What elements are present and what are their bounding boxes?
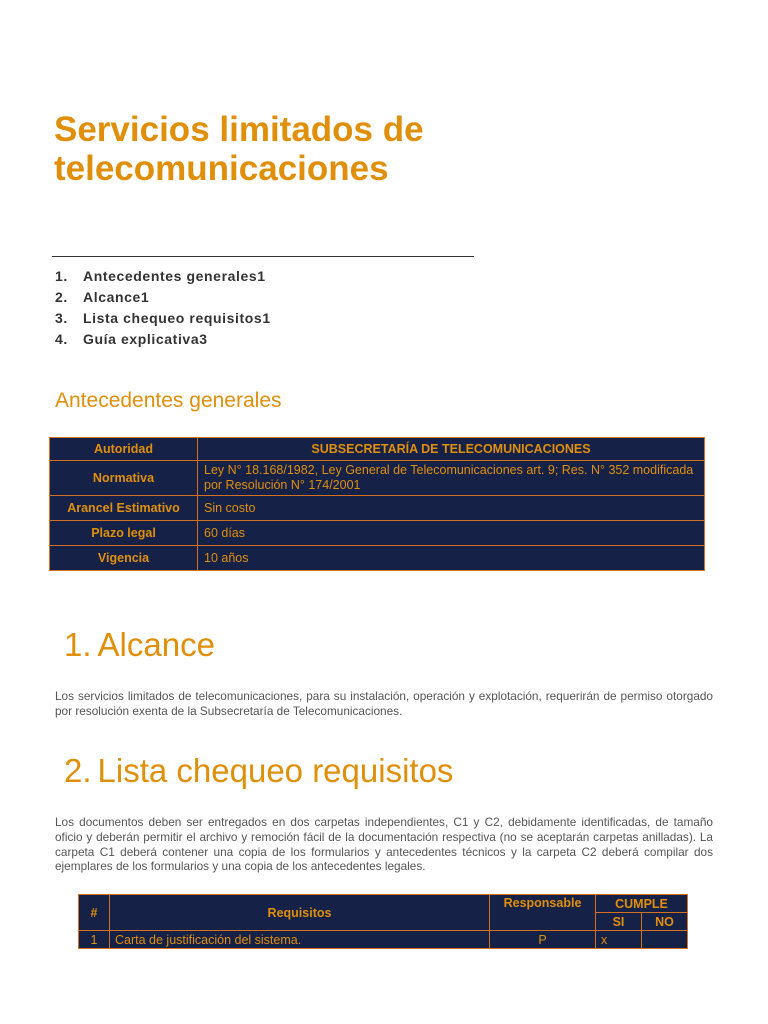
header-requisitos: Requisitos — [110, 895, 490, 931]
toc-item-label[interactable]: Guía explicativa3 — [83, 331, 208, 347]
row-value: 60 días — [198, 521, 705, 546]
table-row — [50, 546, 705, 571]
header-cumple: CUMPLE — [596, 895, 688, 913]
row-label: Vigencia — [50, 546, 198, 571]
toc-item[interactable] — [55, 329, 271, 350]
table-row — [50, 496, 705, 521]
section-heading-alcance — [64, 626, 215, 664]
alcance-paragraph: Los servicios limitados de telecomunicaciones, para su instalación, operación y explotación, requerirán de permiso otorgado por resolución exenta de la Subsecretaría de Telecomunicaciones. — [55, 689, 713, 718]
toc-item[interactable] — [55, 287, 271, 308]
section-title: Lista chequeo requisitos — [97, 752, 454, 789]
header-num: # — [79, 895, 110, 931]
cell-responsable: P — [490, 931, 596, 949]
section-number: 2. — [64, 752, 92, 789]
row-label: Arancel Estimativo — [50, 496, 198, 521]
requisitos-table — [78, 894, 688, 949]
row-label: Plazo legal — [50, 521, 198, 546]
section-heading-lista — [64, 752, 453, 790]
header-si: SI — [596, 913, 642, 931]
lista-paragraph: Los documentos deben ser entregados en dos carpetas independientes, C1 y C2, debidamente identificadas, de tamaño oficio y deberán permitir el archivo y remoción fácil de la documentación respectiva (no se aceptarán carpetas anilladas). La carpeta C1 deberá contener una copia de los formularios y antecedentes técnicos y la carpeta C2 deberá compilar dos ejemplares de los formularios y una copia de los antecedentes legales. — [55, 815, 713, 874]
table-row — [50, 461, 705, 496]
header-no: NO — [642, 913, 688, 931]
cell-requisito: Carta de justificación del sistema. — [110, 931, 490, 949]
toc-item-label[interactable]: Antecedentes generales1 — [83, 268, 266, 284]
toc-item-number: 1. — [55, 268, 68, 284]
cell-si[interactable]: x — [596, 931, 642, 949]
toc-item-label[interactable]: Lista chequeo requisitos1 — [83, 310, 271, 326]
table-row — [79, 931, 688, 949]
header-responsable: Responsable — [490, 895, 596, 931]
row-label: Autoridad — [50, 438, 198, 461]
toc-item[interactable] — [55, 266, 271, 287]
toc-item-number: 4. — [55, 331, 68, 347]
row-value: SUBSECRETARÍA DE TELECOMUNICACIONES — [198, 438, 705, 461]
table-row — [50, 521, 705, 546]
section-number: 1. — [64, 626, 92, 663]
section-heading-antecedentes: Antecedentes generales — [55, 389, 282, 412]
toc-item-label[interactable]: Alcance1 — [83, 289, 150, 305]
antecedentes-table — [49, 437, 705, 571]
table-header-row — [79, 895, 688, 913]
table-row — [50, 438, 705, 461]
table-of-contents — [55, 266, 271, 350]
row-value: Ley N° 18.168/1982, Ley General de Telecomunicaciones art. 9; Res. N° 352 modificada por Resolución N° 174/2001 — [198, 461, 705, 496]
page-title: Servicios limitados de telecomunicaciones — [54, 110, 424, 188]
toc-item-number: 2. — [55, 289, 68, 305]
row-value: Sin costo — [198, 496, 705, 521]
toc-item-number: 3. — [55, 310, 68, 326]
divider — [52, 256, 474, 257]
row-value: 10 años — [198, 546, 705, 571]
row-label: Normativa — [50, 461, 198, 496]
cell-num: 1 — [79, 931, 110, 949]
toc-item[interactable] — [55, 308, 271, 329]
cell-no[interactable] — [642, 931, 688, 949]
section-title: Alcance — [97, 626, 215, 663]
